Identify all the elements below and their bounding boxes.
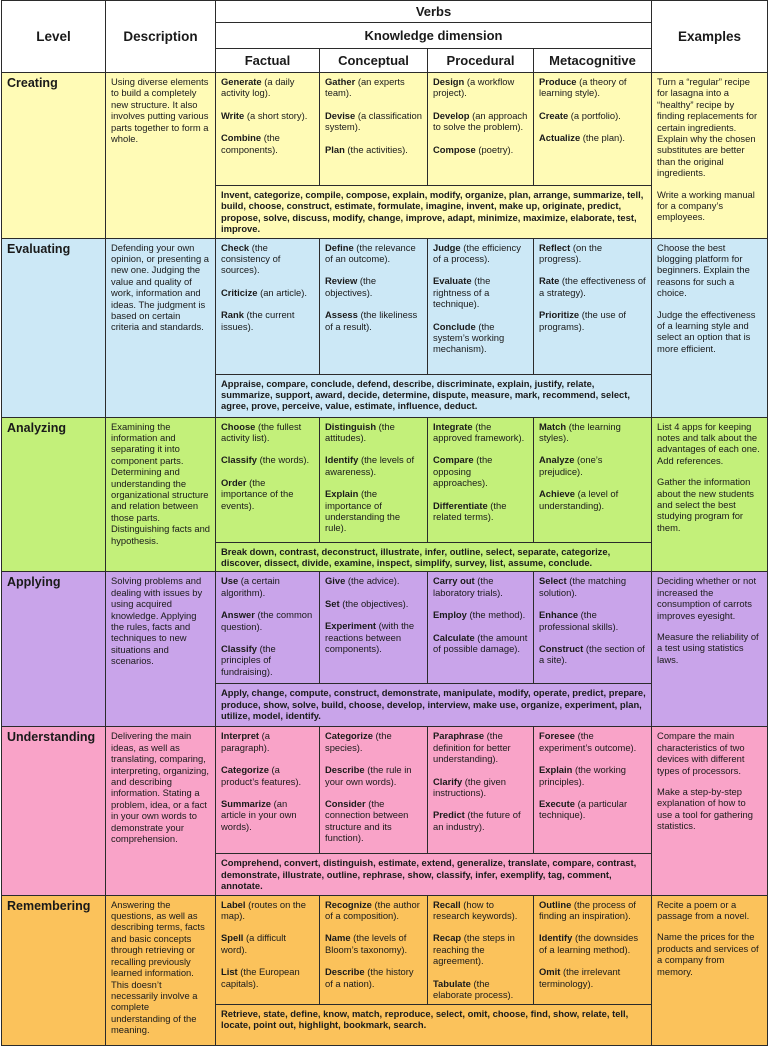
verb: Execute [539,798,575,810]
verb: Interpret [221,730,260,742]
verb-context: (a workflow project). [433,76,515,99]
verb: Carry out [433,575,475,587]
verb-example [539,132,646,143]
verb: Gather [325,76,356,87]
verb: Actualize [539,132,581,144]
verb-context: (the opposing approaches). [433,454,493,489]
verb-context: (the method). [466,609,526,621]
conceptual-cell [320,417,428,542]
verb-context: (the professional skills). [539,609,619,632]
verb-example [433,730,528,764]
verb-example [221,477,314,511]
verb-example [433,275,528,309]
examples-cell [652,895,768,1045]
verb-context: (the steps in reaching the agreement). [433,932,515,967]
verb-example [221,609,314,632]
verb-example [221,309,314,332]
verb-context: (a paragraph). [221,730,270,753]
verb-context: (one’s prejudice). [539,454,603,477]
factual-cell [216,572,320,684]
verb: Create [539,109,569,121]
verb-example [433,242,528,265]
level-description: Defending your own opinion, or presenting a new one. Judging the value and quality of work, information and ideas. The judgment is based on certain criteria and standards. [106,238,216,417]
verb: Name [325,932,351,944]
verb: Employ [433,609,467,621]
verb-example [539,454,646,477]
procedural-cell [428,727,534,854]
verb: Tabulate [433,977,471,989]
verb-example [221,132,314,155]
verb-context: (an experts team). [325,76,405,99]
metacognitive-cell [534,417,652,542]
verb-example [433,809,528,832]
verb: Construct [539,643,584,655]
example-text: Compare the main characteristics of two devices with different types of processors. [657,730,745,776]
verb: Combine [221,132,262,144]
verb-example [325,144,422,155]
example-text: Judge the effectiveness of a learning style and select an option that is more efficient. [657,308,756,354]
verb-example [325,575,422,586]
verb-example [433,899,528,922]
conceptual-cell [320,238,428,374]
verb-context: (the learning styles). [539,420,621,444]
verb-example [539,899,646,922]
verb-context: (the laboratory trials). [433,575,503,598]
examples-cell [652,417,768,572]
verb-context: (the importance of the events). [221,476,294,511]
verb-example [325,488,422,534]
level-description: Using diverse elements to build a completely new structure. It also involves putting various parts together to form a whole. [106,73,216,239]
verb-context: (on the progress). [539,241,603,265]
verb-context: (routes on the map). [221,898,306,922]
verb-context: (a certain algorithm). [221,575,280,598]
verb-example [221,421,314,444]
verb-example [325,899,422,922]
metacognitive-cell [534,238,652,374]
verb-example [325,730,422,753]
verb-example [539,76,646,99]
verb-example [433,76,528,99]
verb-example [325,764,422,787]
verb: Foresee [539,730,575,742]
verb-example [539,110,646,121]
verb-example [433,500,528,523]
level-description: Solving problems and dealing with issues by using acquired knowledge. Applying the rules, facts and techniques to new situations and scenarios. [106,572,216,727]
verbs-list: Break down, contrast, deconstruct, illustrate, infer, outline, select, separate, categorize, discover, dissect, divide, examine, inspect, simplify, survey, list, assume, conclude. [216,542,652,572]
verb-context: (the fullest activity list). [221,420,302,444]
verb: Plan [325,143,345,155]
verb: Compose [433,143,476,155]
level-name: Analyzing [2,417,106,572]
verb-example [325,275,422,298]
verb-context: (the importance of understanding the rule). [325,488,401,534]
conceptual-cell [320,727,428,854]
verb: Rank [221,309,244,321]
level-row-understanding [2,727,768,854]
factual-cell [216,895,320,1004]
verb: Consider [325,798,366,810]
verb: Experiment [325,620,377,632]
verb: Select [539,575,567,587]
verb-context: (the connection between structure and its function). [325,798,409,844]
verb-context: (the advice). [345,575,400,587]
verb-example [221,287,314,298]
procedural-cell [428,238,534,374]
level-name: Remembering [2,895,106,1045]
verb: Enhance [539,609,579,621]
verb-context: (the system’s working mechanism). [433,320,505,355]
verb-context: (poetry). [475,143,514,155]
verb-example [433,609,528,620]
verb: Explain [539,764,573,776]
verb: Match [539,420,567,432]
verb: Recall [433,898,461,910]
verb-example [221,643,314,677]
verb-context: (a difficult word). [221,932,286,955]
verb-context: (a product’s features). [221,764,302,787]
level-name: Creating [2,73,106,239]
verb: Conclude [433,320,476,332]
verb-example [539,421,646,444]
verb-context: (the objectives). [339,597,409,609]
verb: Develop [433,109,470,121]
procedural-cell [428,73,534,186]
metacognitive-cell [534,727,652,854]
verb-context: (the future of an industry). [433,809,521,832]
verb: Identify [325,454,359,466]
procedural-cell [428,895,534,1004]
example-text: Make a step-by-step explanation of how to use a tool for gathering statistics. [657,786,753,832]
verb-example [539,309,646,332]
example-text: Turn a “regular” recipe for lasagna into a “healthy” recipe by finding replacements for certain ingredients. Explain why the chosen substitutes are better than the original ingredients. [657,76,758,179]
verb-example [325,454,422,477]
verb: Define [325,241,354,253]
verb-context: (the irrelevant terminology). [539,966,621,989]
verb-context: (the matching solution). [539,575,627,598]
verb-example [539,488,646,511]
metacognitive-header: Metacognitive [534,49,652,73]
verb-context: (the levels of Bloom’s taxonomy). [325,932,408,955]
verb: Set [325,597,340,609]
verb-example [325,598,422,609]
verb: Describe [325,966,365,978]
level-row-analyzing [2,417,768,542]
verb-example [539,242,646,265]
verb-context: (the given instructions). [433,775,506,799]
verb-context: (the use of programs). [539,309,627,332]
factual-cell [216,238,320,374]
verb-context: (an approach to solve the problem). [433,109,528,133]
verb: Prioritize [539,309,580,321]
verb: Give [325,575,346,587]
conceptual-cell [320,895,428,1004]
verb-example [221,575,314,598]
verb-example [325,76,422,99]
verbs-list: Comprehend, convert, distinguish, estimate, extend, generalize, translate, compare, contrast, demonstrate, illustrate, outline, rephrase, show, classify, infer, exemplify, tag, comment, annotate. [216,854,652,895]
verb: Choose [221,420,256,432]
procedural-cell [428,572,534,684]
verb-context: (the levels of awareness). [325,454,415,477]
verb-context: (the efficiency of a process). [433,241,521,265]
verb: Describe [325,764,365,776]
verb: Evaluate [433,275,472,287]
verb-example [221,899,314,922]
knowledge-dimension-header: Knowledge dimension [216,23,652,49]
verb-context: (the experiment’s outcome). [539,730,637,753]
verbs-list: Apply, change, compute, construct, demonstrate, manipulate, modify, operate, predict, prepare, produce, show, solve, build, choose, develop, interview, make use, organize, experiment, plan, utilize, model, identify. [216,684,652,727]
level-description: Answering the questions, as well as describing terms, facts and basic concepts through retrieving or recalling previously learned information. This doesn’t necessarily involve a complete understanding of the meaning. [106,895,216,1045]
level-description: Delivering the main ideas, as well as translating, comparing, interpreting, organizing, and describing information. Stating a problem, idea, or a fact in your own words to demonstrate your comprehension. [106,727,216,895]
verb: Analyze [539,454,575,466]
verbs-list: Appraise, compare, conclude, defend, describe, discriminate, explain, justify, relate, summarize, support, award, decide, determine, dispute, measure, mark, recommend, select, agree, prove, perceive, value, estimate, influence, deduct. [216,374,652,417]
examples-cell [652,572,768,727]
verb-context: (how to research keywords). [433,898,518,922]
verb: Recap [433,932,462,944]
conceptual-cell [320,572,428,684]
verb: Paraphrase [433,730,485,742]
verb-context: (the rightness of a technique). [433,275,491,310]
verb-example [221,454,314,465]
verb: Outline [539,898,572,910]
verb-context: (the definition for better understanding). [433,730,511,765]
verb: Write [221,109,245,121]
verb-example [221,798,314,832]
verb-context: (the elaborate process). [433,977,514,1001]
verb-example [539,275,646,298]
verb-example [221,932,314,955]
verb: Categorize [325,730,373,742]
verb-example [325,421,422,444]
verb: Identify [539,932,573,944]
description-header: Description [106,1,216,73]
verb-example [539,575,646,598]
level-row-creating [2,73,768,186]
verb-context: (the European capitals). [221,966,300,989]
verb-example [325,309,422,332]
verb: Achieve [539,488,575,500]
factual-cell [216,417,320,542]
verb: Order [221,476,247,488]
verb-context: (the history of a nation). [325,966,414,989]
verb: Assess [325,309,358,321]
verb-example [325,242,422,265]
verb: Spell [221,932,244,944]
example-text: Recite a poem or a passage from a novel. [657,898,750,922]
verb-context: (the consistency of sources). [221,241,281,276]
verb: Compare [433,454,474,466]
conceptual-header: Conceptual [320,49,428,73]
verb: List [221,966,238,978]
verb-context: (the components). [221,132,280,155]
example-text: Write a working manual for a company’s employees. [657,188,755,223]
verb-context: (the effectiveness of a strategy). [539,275,646,298]
verb-example [325,966,422,989]
verb: Classify [221,643,257,655]
verb-context: (the activities). [344,143,408,155]
verb-context: (the species). [325,730,392,753]
verb-context: (the common question). [221,609,313,632]
verb: Clarify [433,775,463,787]
verb: Criticize [221,286,258,298]
verb: Reflect [539,241,571,253]
verb-context: (a level of understanding). [539,488,619,511]
level-row-evaluating [2,238,768,374]
factual-cell [216,73,320,186]
verb-example [433,632,528,655]
verb: Check [221,241,250,253]
factual-cell [216,727,320,854]
verb: Explain [325,488,359,500]
verb-example [221,966,314,989]
level-name: Applying [2,572,106,727]
verb: Omit [539,966,561,978]
verb: Recognize [325,898,372,910]
level-row-remembering [2,895,768,1004]
blooms-taxonomy-table [1,0,768,1046]
metacognitive-cell [534,895,652,1004]
metacognitive-cell [534,572,652,684]
verb: Distinguish [325,420,377,432]
verbs-header: Verbs [216,1,652,23]
verb-context: (the related terms). [433,499,507,523]
verb-context: (the amount of possible damage). [433,631,528,655]
verb-example [539,764,646,787]
verb: Predict [433,809,465,821]
verbs-list: Retrieve, state, define, know, match, reproduce, select, omit, choose, find, show, relate, tell, locate, point out, highlight, bookmark, search. [216,1004,652,1045]
verb-context: (the working principles). [539,764,627,787]
procedural-cell [428,417,534,542]
verb-example [221,76,314,99]
verb-context: (the author of a composition). [325,898,420,922]
examples-cell [652,727,768,895]
verb-example [433,144,528,155]
examples-cell [652,73,768,239]
level-header: Level [2,1,106,73]
level-name: Evaluating [2,238,106,417]
verb: Categorize [221,764,269,776]
example-text: Deciding whether or not increased the consumption of carrots improves eyesight. [657,575,757,621]
example-text: Choose the best blogging platform for beginners. Explain the reasons for such a choice. [657,241,750,299]
verb-context: (an article in your own words). [221,798,297,832]
verb-example [433,575,528,598]
verb-context: (a theory of learning style). [539,76,627,99]
verb: Review [325,275,358,287]
example-text: Measure the reliability of a test using statistics laws. [657,631,759,665]
metacognitive-cell [534,73,652,186]
verb-context: (a portfolio). [568,109,621,121]
verb-example [539,609,646,632]
level-name: Understanding [2,727,106,895]
verb: Produce [539,76,577,87]
verb-example [539,798,646,821]
verb-example [325,110,422,133]
verb: Use [221,575,239,587]
verb: Label [221,898,246,910]
verb-context: (the relevance of an outcome). [325,241,416,265]
verb-example [325,620,422,654]
verb-context: (an article). [257,286,307,298]
verb-context: (the likeliness of a result). [325,309,418,332]
verb-context: (a daily activity log). [221,76,295,99]
verb-context: (the plan). [580,132,625,144]
example-text: Gather the information about the new students and select the best studying program for them. [657,476,754,533]
verb-example [539,730,646,753]
verb-example [221,764,314,787]
verb-example [433,932,528,966]
verb-example [433,454,528,488]
verb: Summarize [221,798,272,810]
verb-context: (the approved framework). [433,420,525,444]
verb-context: (the principles of fundraising). [221,643,276,677]
verb-example [325,932,422,955]
verb-example [325,798,422,844]
verb: Calculate [433,631,475,643]
verb-context: (the downsides of a learning method). [539,932,639,955]
verb: Classify [221,454,257,466]
verb-example [433,321,528,355]
verb-example [221,730,314,753]
verb-example [221,242,314,276]
verb-context: (a particular technique). [539,798,628,821]
verb-example [433,110,528,133]
verb-example [433,421,528,444]
verb-context: (the section of a site). [539,643,645,666]
example-text: List 4 apps for keeping notes and talk about the advantages of each one. Add references. [657,420,760,466]
conceptual-cell [320,73,428,186]
verb: Integrate [433,420,473,432]
verb-example [539,932,646,955]
factual-header: Factual [216,49,320,73]
examples-cell [652,238,768,417]
verbs-list: Invent, categorize, compile, compose, explain, modify, organize, plan, arrange, summarize, tell, build, choose, construct, estimate, formulate, imagine, invent, make up, originate, predict, propose, solve, discuss, modify, change, improve, adapt, minimize, maximize, elaborate, test, improve. [216,186,652,239]
verb: Differentiate [433,499,488,511]
level-row-applying [2,572,768,684]
verb-example [539,643,646,666]
verb-context: (the current issues). [221,309,295,332]
examples-header: Examples [652,1,768,73]
verb: Generate [221,76,262,87]
verb-context: (the attitudes). [325,420,395,444]
verb: Devise [325,109,356,121]
procedural-header: Procedural [428,49,534,73]
verb-example [433,978,528,1001]
verb-example [539,966,646,989]
verb: Judge [433,241,461,253]
verb-example [221,110,314,121]
verb-context: (the objectives). [325,275,377,298]
verb-context: (the words). [256,454,310,466]
verb: Answer [221,609,255,621]
verb: Rate [539,275,560,287]
verb-context: (a short story). [244,109,308,121]
example-text: Name the prices for the products and services of a company from memory. [657,931,759,977]
verb-context: (the rule in your own words). [325,764,412,787]
level-description: Examining the information and separating it into component parts. Determining and understanding the organizational structure and relation between those parts. Distinguishing facts and hypothesis. [106,417,216,572]
verb: Design [433,76,465,87]
verb-context: (the process of finding an inspiration). [539,898,636,922]
verb-example [433,776,528,799]
verb-context: (a classification system). [325,109,422,133]
verb-context: (with the reactions between components). [325,620,415,655]
